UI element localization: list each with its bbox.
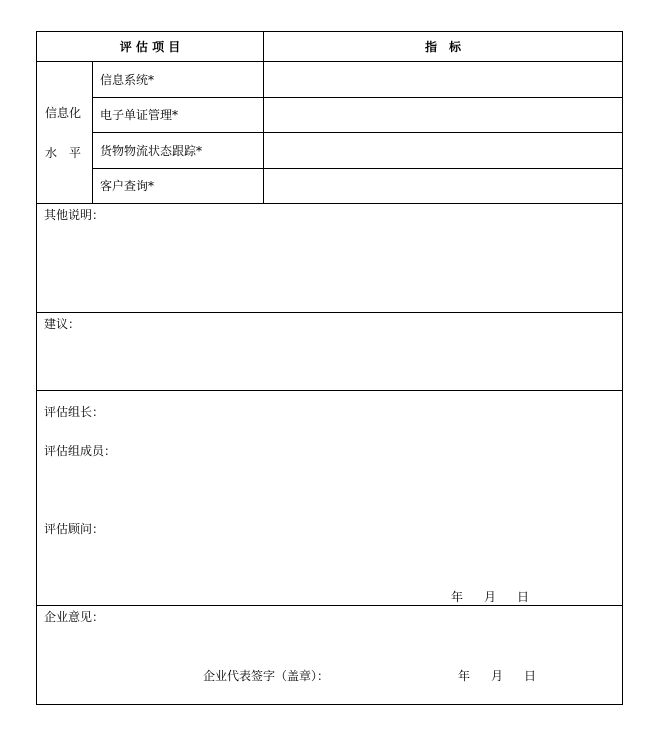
header-row-divider — [36, 61, 623, 62]
info-level-label-line2: 水 平 — [45, 146, 82, 160]
item-label-customer-query: 客户查询* — [100, 179, 155, 193]
item-label-cargo-tracking: 货物物流状态跟踪* — [100, 144, 203, 158]
header-indicator: 指 标 — [424, 40, 462, 54]
enterprise-signature-label: 企业代表签字（盖章）： — [203, 669, 330, 683]
item-divider-1 — [92, 97, 623, 98]
indicator-cell-cargo-tracking[interactable] — [272, 144, 612, 158]
info-level-label-line1: 信息化 — [45, 106, 82, 120]
team-advisor-label: 评估顾问： — [44, 522, 105, 536]
enterprise-date-day: 日 — [524, 669, 537, 683]
team-members-label: 评估组成员： — [44, 444, 117, 458]
indicator-cell-customer-query[interactable] — [272, 179, 612, 193]
other-notes-label: 其他说明： — [44, 208, 105, 222]
team-leader-label: 评估组长： — [44, 405, 105, 419]
enterprise-date-month: 月 — [491, 669, 504, 683]
team-date-month: 月 — [484, 590, 497, 604]
team-date-year: 年 — [451, 590, 464, 604]
team-section-divider — [36, 605, 623, 606]
suggestion-label: 建议： — [44, 317, 81, 331]
enterprise-date-year: 年 — [458, 669, 471, 683]
item-label-info-system: 信息系统* — [100, 73, 155, 87]
notes-section-divider — [36, 312, 623, 313]
header-evaluation-item: 评 估 项 目 — [119, 40, 181, 54]
suggestion-section-divider — [36, 390, 623, 391]
info-section-divider — [36, 203, 623, 204]
enterprise-opinion-label: 企业意见： — [44, 610, 105, 624]
team-date-day: 日 — [517, 590, 530, 604]
item-divider-3 — [92, 168, 623, 169]
indicator-column-divider — [263, 31, 264, 203]
item-divider-2 — [92, 132, 623, 133]
category-column-divider — [92, 61, 93, 203]
indicator-cell-info-system[interactable] — [272, 73, 612, 87]
indicator-cell-e-document[interactable] — [272, 108, 612, 122]
item-label-e-document: 电子单证管理* — [100, 108, 179, 122]
